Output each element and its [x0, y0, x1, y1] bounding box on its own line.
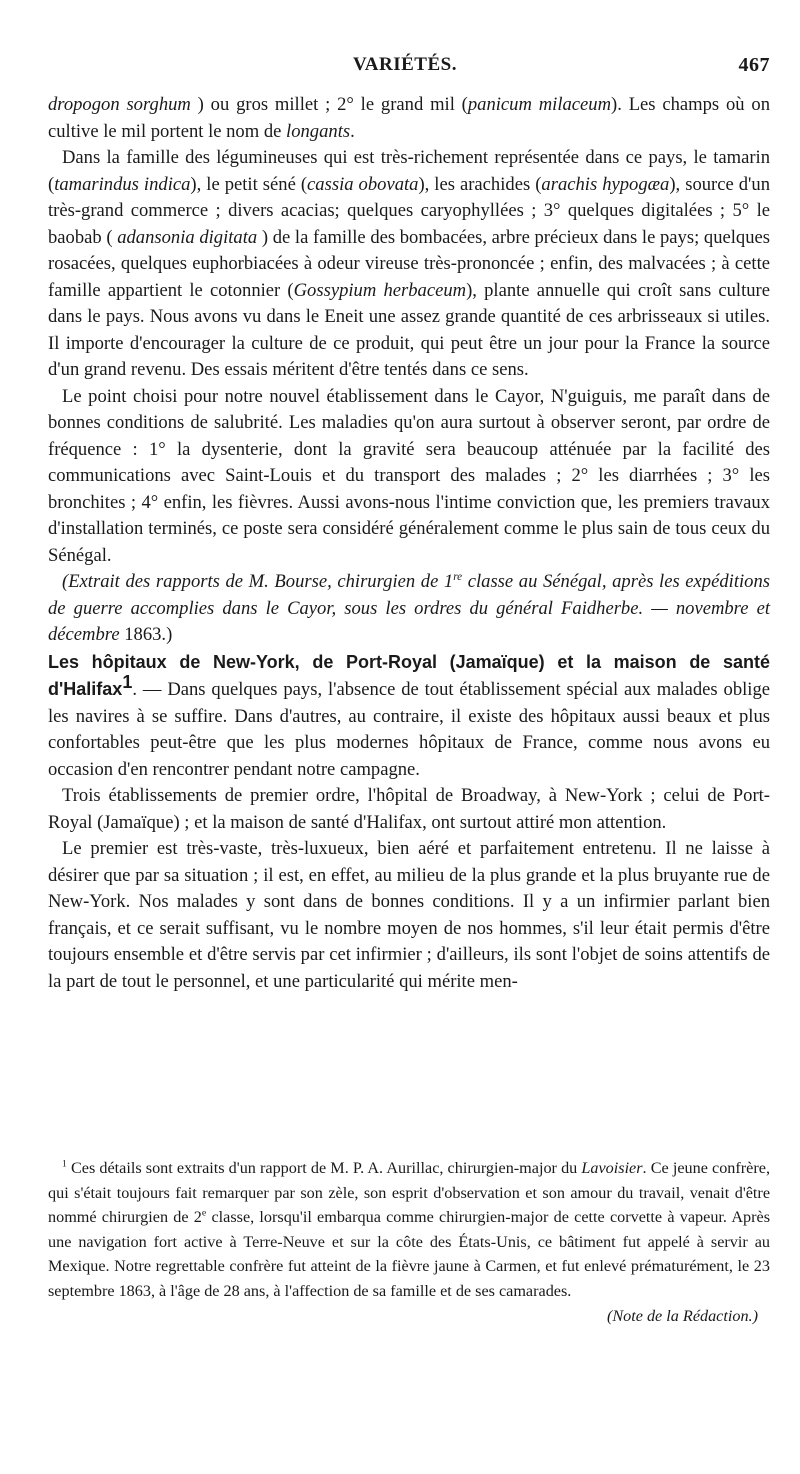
- section-heading: Les hôpitaux de New-York, de Port-Royal (Jamaïque) et la maison de santé d'Halifax: [48, 651, 770, 699]
- footnotes: [48, 1156, 770, 1328]
- latin-name: tamarindus indica: [54, 173, 191, 195]
- page-number: 467: [738, 54, 770, 76]
- latin-name: dropogon sorghum: [48, 94, 191, 115]
- paragraph-hopitaux: Les hôpitaux de New-York, de Port-Royal (Jamaïque) et la maison de santé d'Halifax$^1$. — Dans quelques pays, l'absence de tout établissement spécial aux malades oblige les navires à se suffire. Dans d'autres, au contraire, il existe des hôpitaux aussi beaux et plus confortables peut-être que les plus modernes hôpitaux de France, comme nous avons eu occasion d'en rencontrer pendant notre campagne.: [48, 651, 770, 780]
- paragraph-millet: dropogon sorghum ) ou gros millet ; 2° le grand mil (panicum milaceum). Les champs où on cultive le mil portent le nom de longants.: [48, 94, 770, 142]
- editor-signature: (Note de la Rédaction.): [606, 1306, 758, 1325]
- body-text: [48, 92, 770, 995]
- footnote-marker: 1: [62, 1158, 67, 1170]
- running-header: [40, 54, 770, 84]
- running-title: VARIÉTÉS.: [353, 54, 457, 75]
- paragraph-legumineuses: Dans la famille des légumineuses qui est très-richement représentée dans ce pays, le tamarin (tamarindus indica), le petit séné (cassia obovata), les arachides (arachis hypogæa), source d'un très-grand commerce ; divers acacias; quelques caryophyllées ; 3° quelques digitalées ; 5° le baobab ( adansonia digitata ) de la famille des bombacées, arbre précieux dans le pays; quelques rosacées, quelques euphorbiacées à odeur vireuse très-prononcée ; enfin, des malvacées ; à cette famille appartient le cotonnier (Gossypium herbaceum), plante annuelle qui croît sans culture dans le pays. Nous avons vu dans le Eneit une assez grande quantité de ces arbrisseaux si utiles. Il importe d'encourager la culture de ce produit, qui peut être un jour pour la France la source d'un grand revenu. Des essais méritent d'être tentés dans ce sens.: [48, 147, 771, 380]
- latin-name: panicum milaceum: [467, 94, 612, 115]
- ship-name: Lavoisier: [581, 1159, 643, 1177]
- paragraph-source-citation: (Extrait des rapports de M. Bourse, chirurgien de 1re classe au Sénégal, après les expéditions de guerre accomplies dans le Cayor, sous les ordres du général Faidherbe. — novembre et décembre 1863.): [48, 570, 770, 645]
- paragraph-etablissements: Trois établissements de premier ordre, l'hôpital de Broadway, à New-York ; celui de Port-Royal (Jamaïque) ; et la maison de santé d'Halifax, ont surtout attiré mon attention.: [48, 785, 770, 833]
- latin-name: arachis hypogæa: [541, 173, 670, 195]
- latin-name: adansonia digitata: [117, 226, 258, 248]
- local-term: longants: [286, 120, 351, 142]
- footnote-1: $^1$ Ces détails sont extraits d'un rapport de M. P. A. Aurillac, chirurgien-major du Lavoisier. Ce jeune confrère, qui s'était toujours fait remarquer par son zèle, son esprit d'observation et son amour du travail, venait d'être nommé chirurgien de 2e classe, lorsqu'il embarqua comme chirurgien-major de cette corvette à vapeur. Après une navigation fort active à Terre-Neuve et sur la côte des États-Unis, ce bâtiment fut appelé à servir au Mexique. Notre regrettable confrère fut atteint de la fièvre jaune à Carmen, et fut enlevé prématurément, le 23 septembre 1863, à l'âge de 28 ans, à l'affection de sa famille et de ses camarades.: [48, 1158, 770, 1300]
- paragraph-broadway: Le premier est très-vaste, très-luxueux, bien aéré et parfaitement entretenu. Il ne laisse à désirer que par sa situation ; il est, en effet, au milieu de la plus grande et la plus bruyante rue de New-York. Nos malades y sont dans de bonnes conditions. Il y a un infirmier parlant bien français, et ce serait suffisant, vu le nombre moyen de nos hommes, s'il leur était permis d'être toujours ensemble et d'être servis par cet infirmier ; d'ailleurs, ils sont l'objet de soins attentifs de la part de tout le personnel, et une particularité qui mérite men-: [48, 838, 770, 992]
- paragraph-salubrite: Le point choisi pour notre nouvel établissement dans le Cayor, N'guiguis, me paraît dans de bonnes conditions de salubrité. Les maladies qu'on aura surtout à observer seront, par ordre de fréquence : 1° la dysenterie, dont la gravité sera beaucoup atténuée par la facilité des communications avec Saint-Louis et du transport des malades ; 2° les diarrhées ; 3° les bronchites ; 4° enfin, les fièvres. Aussi avons-nous l'intime conviction que, les premiers travaux d'installation terminés, ce poste sera considéré généralement comme le plus sain de tous ceux du Sénégal.: [48, 385, 770, 566]
- footnote-ref: 1: [122, 671, 133, 692]
- latin-name: Gossypium herbaceum: [293, 279, 467, 301]
- latin-name: cassia obovata: [307, 173, 419, 195]
